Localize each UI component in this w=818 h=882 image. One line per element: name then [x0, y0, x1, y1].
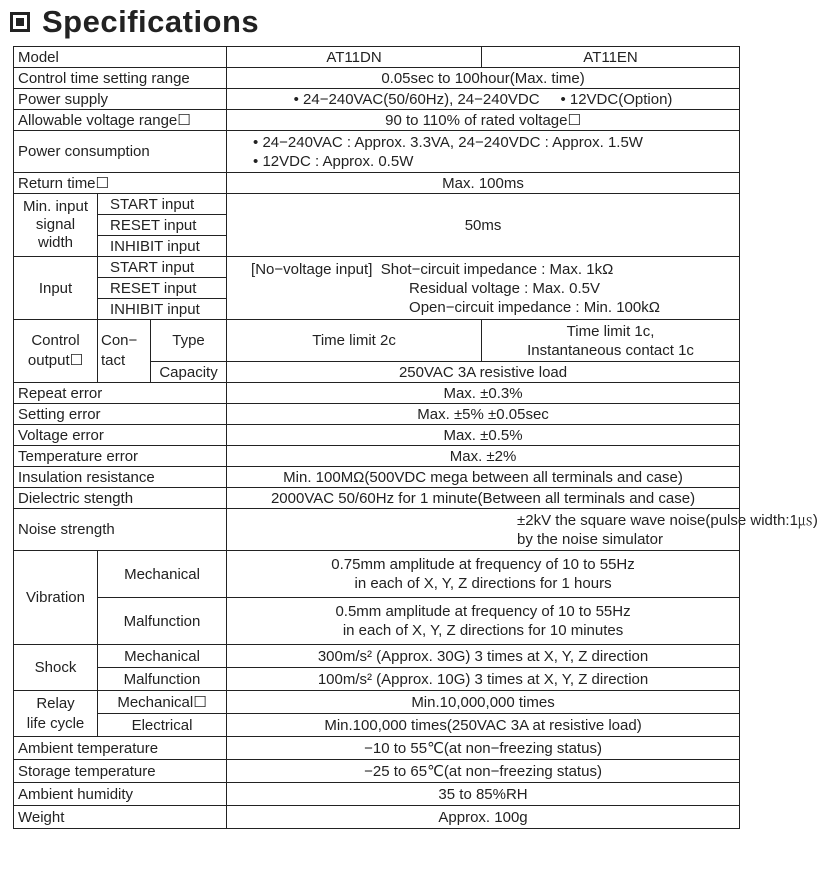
- table-row: [14, 714, 740, 737]
- vibration-mech-line-2: in each of X, Y, Z directions for 1 hours: [354, 575, 612, 592]
- table-row: [14, 598, 740, 645]
- table-row: [14, 806, 740, 829]
- capacity-value: 250VAC 3A resistive load: [227, 362, 740, 383]
- row-label: Storage temperature: [14, 760, 227, 783]
- row-value: −10 to 55℃(at non−freezing status): [227, 737, 740, 760]
- table-row: [14, 257, 740, 278]
- row-label: Vibration: [14, 551, 98, 645]
- row-label: Insulation resistance: [14, 467, 227, 488]
- row-label: Temperature error: [14, 446, 227, 467]
- input-line-1: [251, 260, 735, 279]
- row-label: Noise strength: [14, 509, 227, 551]
- row-value: −25 to 65℃(at non−freezing status): [227, 760, 740, 783]
- table-row: [14, 68, 740, 89]
- row-value: Min. 100MΩ(500VDC mega between all terminals and case): [227, 467, 740, 488]
- model-at11dn: AT11DN: [227, 47, 482, 68]
- row-value: [227, 89, 740, 110]
- table-row: [14, 446, 740, 467]
- row-label: [14, 691, 98, 737]
- table-row: [14, 131, 740, 173]
- control-output-label-1: Control: [31, 332, 80, 349]
- table-row: [14, 110, 740, 131]
- row-label: Ambient humidity: [14, 783, 227, 806]
- table-row: [14, 551, 740, 598]
- row-value: 300m/s² (Approx. 30G) 3 times at X, Y, Z direction: [227, 645, 740, 668]
- sub-label: Electrical: [98, 714, 227, 737]
- power-supply-option: • 12VDC(Option): [560, 90, 673, 108]
- sub-label: Mechanical: [98, 551, 227, 598]
- contact-label-1: Con−: [101, 332, 138, 349]
- type-at11en-line-2: Instantaneous contact 1c: [527, 341, 694, 359]
- table-row: [14, 737, 740, 760]
- row-value: Max. 100ms: [227, 173, 740, 194]
- table-row: [14, 194, 740, 215]
- row-value: [227, 257, 740, 320]
- vibration-malf-line-2: in each of X, Y, Z directions for 10 minutes: [342, 622, 624, 639]
- row-label: [14, 194, 98, 257]
- no-voltage-prefix: [No−voltage input]: [251, 261, 373, 278]
- table-row: [14, 783, 740, 806]
- consumption-line-1: • 24−240VAC : Approx. 3.3VA, 24−240VDC : Approx. 1.5W: [253, 133, 643, 151]
- type-at11dn: Time limit 2c: [227, 320, 482, 362]
- row-value: [227, 551, 740, 598]
- relay-label-1: Relay: [36, 694, 75, 712]
- row-value: 90 to 110% of rated voltage☐: [227, 110, 740, 131]
- table-row: [14, 47, 740, 68]
- input-line-2: Residual voltage : Max. 0.5V: [409, 280, 600, 297]
- page-title-block: [10, 2, 259, 42]
- row-label: Voltage error: [14, 425, 227, 446]
- model-at11en: AT11EN: [482, 47, 740, 68]
- table-row: [14, 173, 740, 194]
- sub-label: Malfunction: [98, 668, 227, 691]
- type-label: Type: [151, 320, 227, 362]
- row-label: Power consumption: [14, 131, 227, 173]
- table-row: [14, 668, 740, 691]
- row-value: 50ms: [227, 194, 740, 257]
- table-row: [14, 383, 740, 404]
- sub-label: RESET input: [98, 278, 227, 299]
- sub-label: START input: [98, 194, 227, 215]
- noise-line-2: by the noise simulator: [517, 530, 663, 548]
- table-row: [14, 488, 740, 509]
- row-value: Max. ±2%: [227, 446, 740, 467]
- row-label: Shock: [14, 645, 98, 691]
- sub-label: INHIBIT input: [98, 299, 227, 320]
- table-row: [14, 425, 740, 446]
- row-label: Allowable voltage range☐: [14, 110, 227, 131]
- row-value: Max. ±0.3%: [227, 383, 740, 404]
- row-value: Max. ±5% ±0.05sec: [227, 404, 740, 425]
- table-row: [14, 404, 740, 425]
- type-at11en: [482, 320, 740, 362]
- row-label: Return time☐: [14, 173, 227, 194]
- power-supply-ac-dc: • 24−240VAC(50/60Hz), 24−240VDC: [293, 90, 540, 108]
- table-row: [14, 89, 740, 110]
- type-at11en-line-1: Time limit 1c,: [566, 322, 655, 340]
- min-input-label-2: signal: [35, 216, 76, 233]
- noise-line-1: ±2kV the square wave noise(pulse width:1㎲): [517, 511, 818, 529]
- relay-label-2: life cycle: [26, 714, 85, 732]
- row-value: [227, 598, 740, 645]
- row-label: Dielectric stength: [14, 488, 227, 509]
- table-row: [14, 691, 740, 714]
- vibration-malf-line-1: 0.5mm amplitude at frequency of 10 to 55Hz: [335, 603, 631, 620]
- sub-label: RESET input: [98, 215, 227, 236]
- row-value: 2000VAC 50/60Hz for 1 minute(Between all terminals and case): [227, 488, 740, 509]
- row-label: Model: [14, 47, 227, 68]
- row-label: Repeat error: [14, 383, 227, 404]
- row-value: Approx. 100g: [227, 806, 740, 829]
- row-value: 0.05sec to 100hour(Max. time): [227, 68, 740, 89]
- consumption-line-2: • 12VDC : Approx. 0.5W: [253, 152, 414, 170]
- min-input-label-1: Min. input: [22, 198, 89, 215]
- page-title: Specifications: [42, 4, 260, 39]
- row-value: Min.100,000 times(250VAC 3A at resistive load): [227, 714, 740, 737]
- specifications-table: [13, 46, 818, 829]
- capacity-label: Capacity: [151, 362, 227, 383]
- table-row: [14, 509, 740, 551]
- row-label: Weight: [14, 806, 227, 829]
- row-value: 35 to 85%RH: [227, 783, 740, 806]
- table-row: [14, 760, 740, 783]
- short-circuit-impedance: Shot−circuit impedance : Max. 1kΩ: [380, 261, 614, 278]
- row-label: [14, 320, 98, 383]
- contact-label: [98, 320, 151, 383]
- row-value: [227, 131, 740, 173]
- min-input-label-3: width: [37, 234, 74, 251]
- input-line-3: Open−circuit impedance : Min. 100kΩ: [409, 299, 660, 316]
- row-label: Setting error: [14, 404, 227, 425]
- sub-label: Mechanical☐: [98, 691, 227, 714]
- row-label: Power supply: [14, 89, 227, 110]
- table-row: [14, 467, 740, 488]
- table-row: [14, 645, 740, 668]
- sub-label: Mechanical: [98, 645, 227, 668]
- sub-label: INHIBIT input: [98, 236, 227, 257]
- sub-label: Malfunction: [98, 598, 227, 645]
- row-value: Max. ±0.5%: [227, 425, 740, 446]
- row-value: 100m/s² (Approx. 10G) 3 times at X, Y, Z direction: [227, 668, 740, 691]
- row-value: Min.10,000,000 times: [227, 691, 740, 714]
- contact-label-2: tact: [101, 352, 126, 369]
- row-label: Control time setting range: [14, 68, 227, 89]
- row-label: Ambient temperature: [14, 737, 227, 760]
- control-output-label-2: output☐: [27, 352, 84, 369]
- checkbox-square-icon: [10, 12, 30, 32]
- sub-label: START input: [98, 257, 227, 278]
- table-row: [14, 320, 740, 362]
- row-label: Input: [14, 257, 98, 320]
- vibration-mech-line-1: 0.75mm amplitude at frequency of 10 to 55Hz: [331, 556, 635, 573]
- row-value: [227, 509, 818, 551]
